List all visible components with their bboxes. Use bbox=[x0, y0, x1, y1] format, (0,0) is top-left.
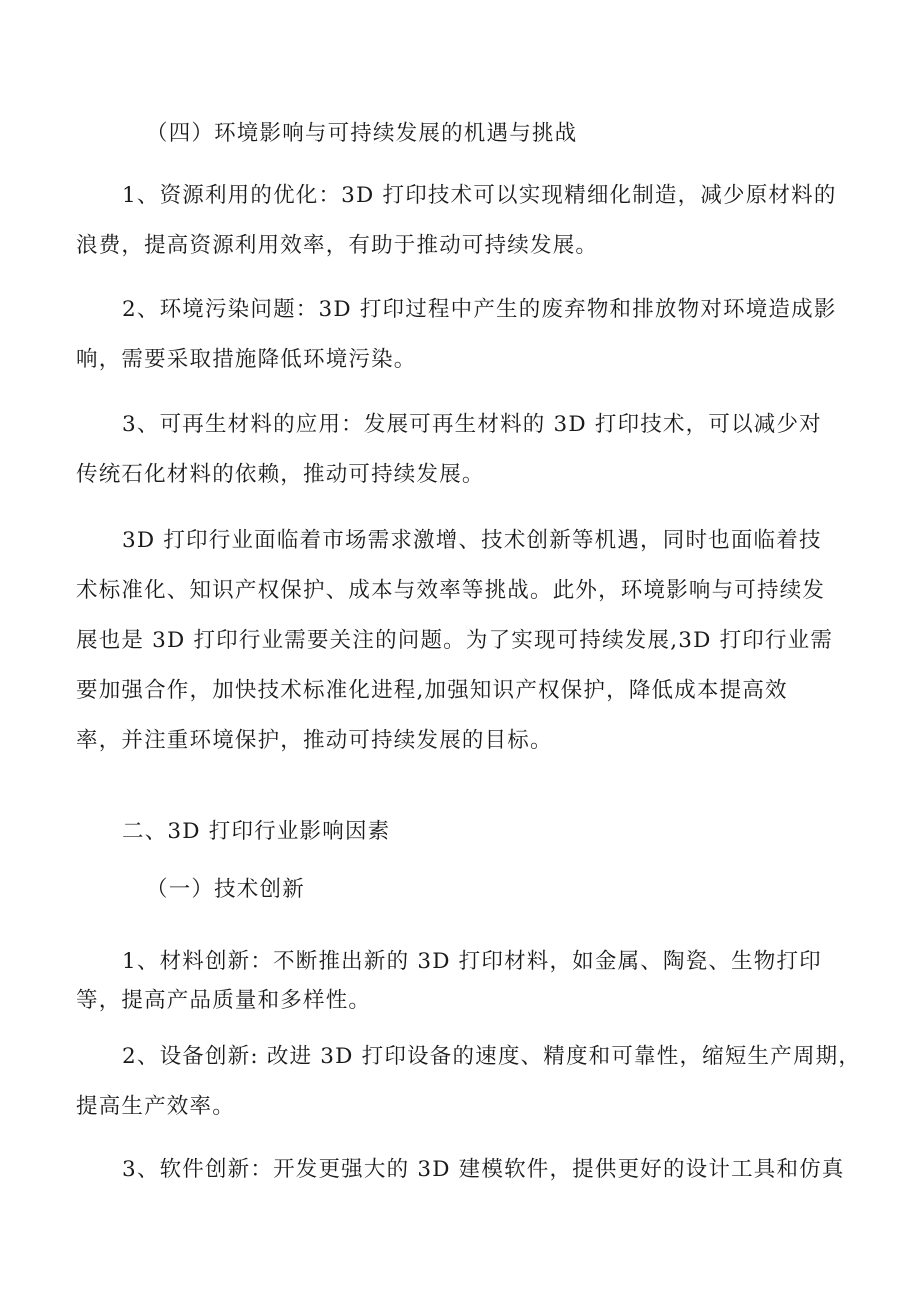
paragraph-summary bbox=[76, 521, 846, 760]
paragraph-line: 传统石化材料的依赖，推动可持续发展。 bbox=[76, 462, 485, 487]
paragraph-item-2 bbox=[76, 290, 846, 379]
paragraph-line: 1、资源利用的优化：3D 打印技术可以实现精细化制造，减少原材料的 bbox=[122, 183, 837, 208]
paragraph-line: 响，需要采取措施降低环境污染。 bbox=[76, 347, 417, 372]
subsection-heading-text: （一）技术创新 bbox=[146, 877, 305, 902]
paragraph-item-1 bbox=[76, 176, 846, 265]
paragraph-line: 3、软件创新：开发更强大的 3D 建模软件，提供更好的设计工具和仿真 bbox=[122, 1157, 845, 1182]
paragraph-line: 要加强合作，加快技术标准化进程,加强知识产权保护，降低成本提高效 bbox=[76, 678, 788, 703]
paragraph-tech-2 bbox=[76, 1037, 862, 1126]
paragraph-line: 展也是 3D 打印行业需要关注的问题。为了实现可持续发展,3D 打印行业需 bbox=[76, 628, 834, 653]
paragraph-line: 1、材料创新：不断推出新的 3D 打印材料，如金属、陶瓷、生物打印 bbox=[122, 949, 822, 974]
paragraph-line: 提高生产效率。 bbox=[76, 1094, 235, 1119]
paragraph-line: 3D 打印行业面临着市场需求激增、技术创新等机遇，同时也面临着技 bbox=[122, 528, 822, 553]
heading-environment bbox=[146, 114, 916, 153]
subsection-heading bbox=[146, 870, 916, 909]
paragraph-line: 2、设备创新: 改进 3D 打印设备的速度、精度和可靠性，缩短生产周期， bbox=[122, 1044, 862, 1069]
paragraph-line: 2、环境污染问题：3D 打印过程中产生的废弃物和排放物对环境造成影 bbox=[122, 297, 837, 322]
heading-text: （四）环境影响与可持续发展的机遇与挑战 bbox=[146, 121, 578, 146]
paragraph-line: 术标准化、知识产权保护、成本与效率等挑战。此外，环境影响与可持续发 bbox=[76, 578, 826, 603]
paragraph-line: 3、可再生材料的应用：发展可再生材料的 3D 打印技术，可以减少对 bbox=[122, 412, 822, 437]
section-heading-text: 二、3D 打印行业影响因素 bbox=[122, 819, 391, 844]
paragraph-item-3 bbox=[76, 405, 846, 494]
section-heading bbox=[122, 812, 892, 851]
paragraph-line: 率，并注重环境保护，推动可持续发展的目标。 bbox=[76, 728, 553, 753]
paragraph-line: 浪费，提高资源利用效率，有助于推动可持续发展。 bbox=[76, 233, 599, 258]
paragraph-tech-1 bbox=[76, 942, 846, 1020]
paragraph-tech-3 bbox=[76, 1150, 846, 1189]
paragraph-line: 等，提高产品质量和多样性。 bbox=[76, 988, 372, 1013]
